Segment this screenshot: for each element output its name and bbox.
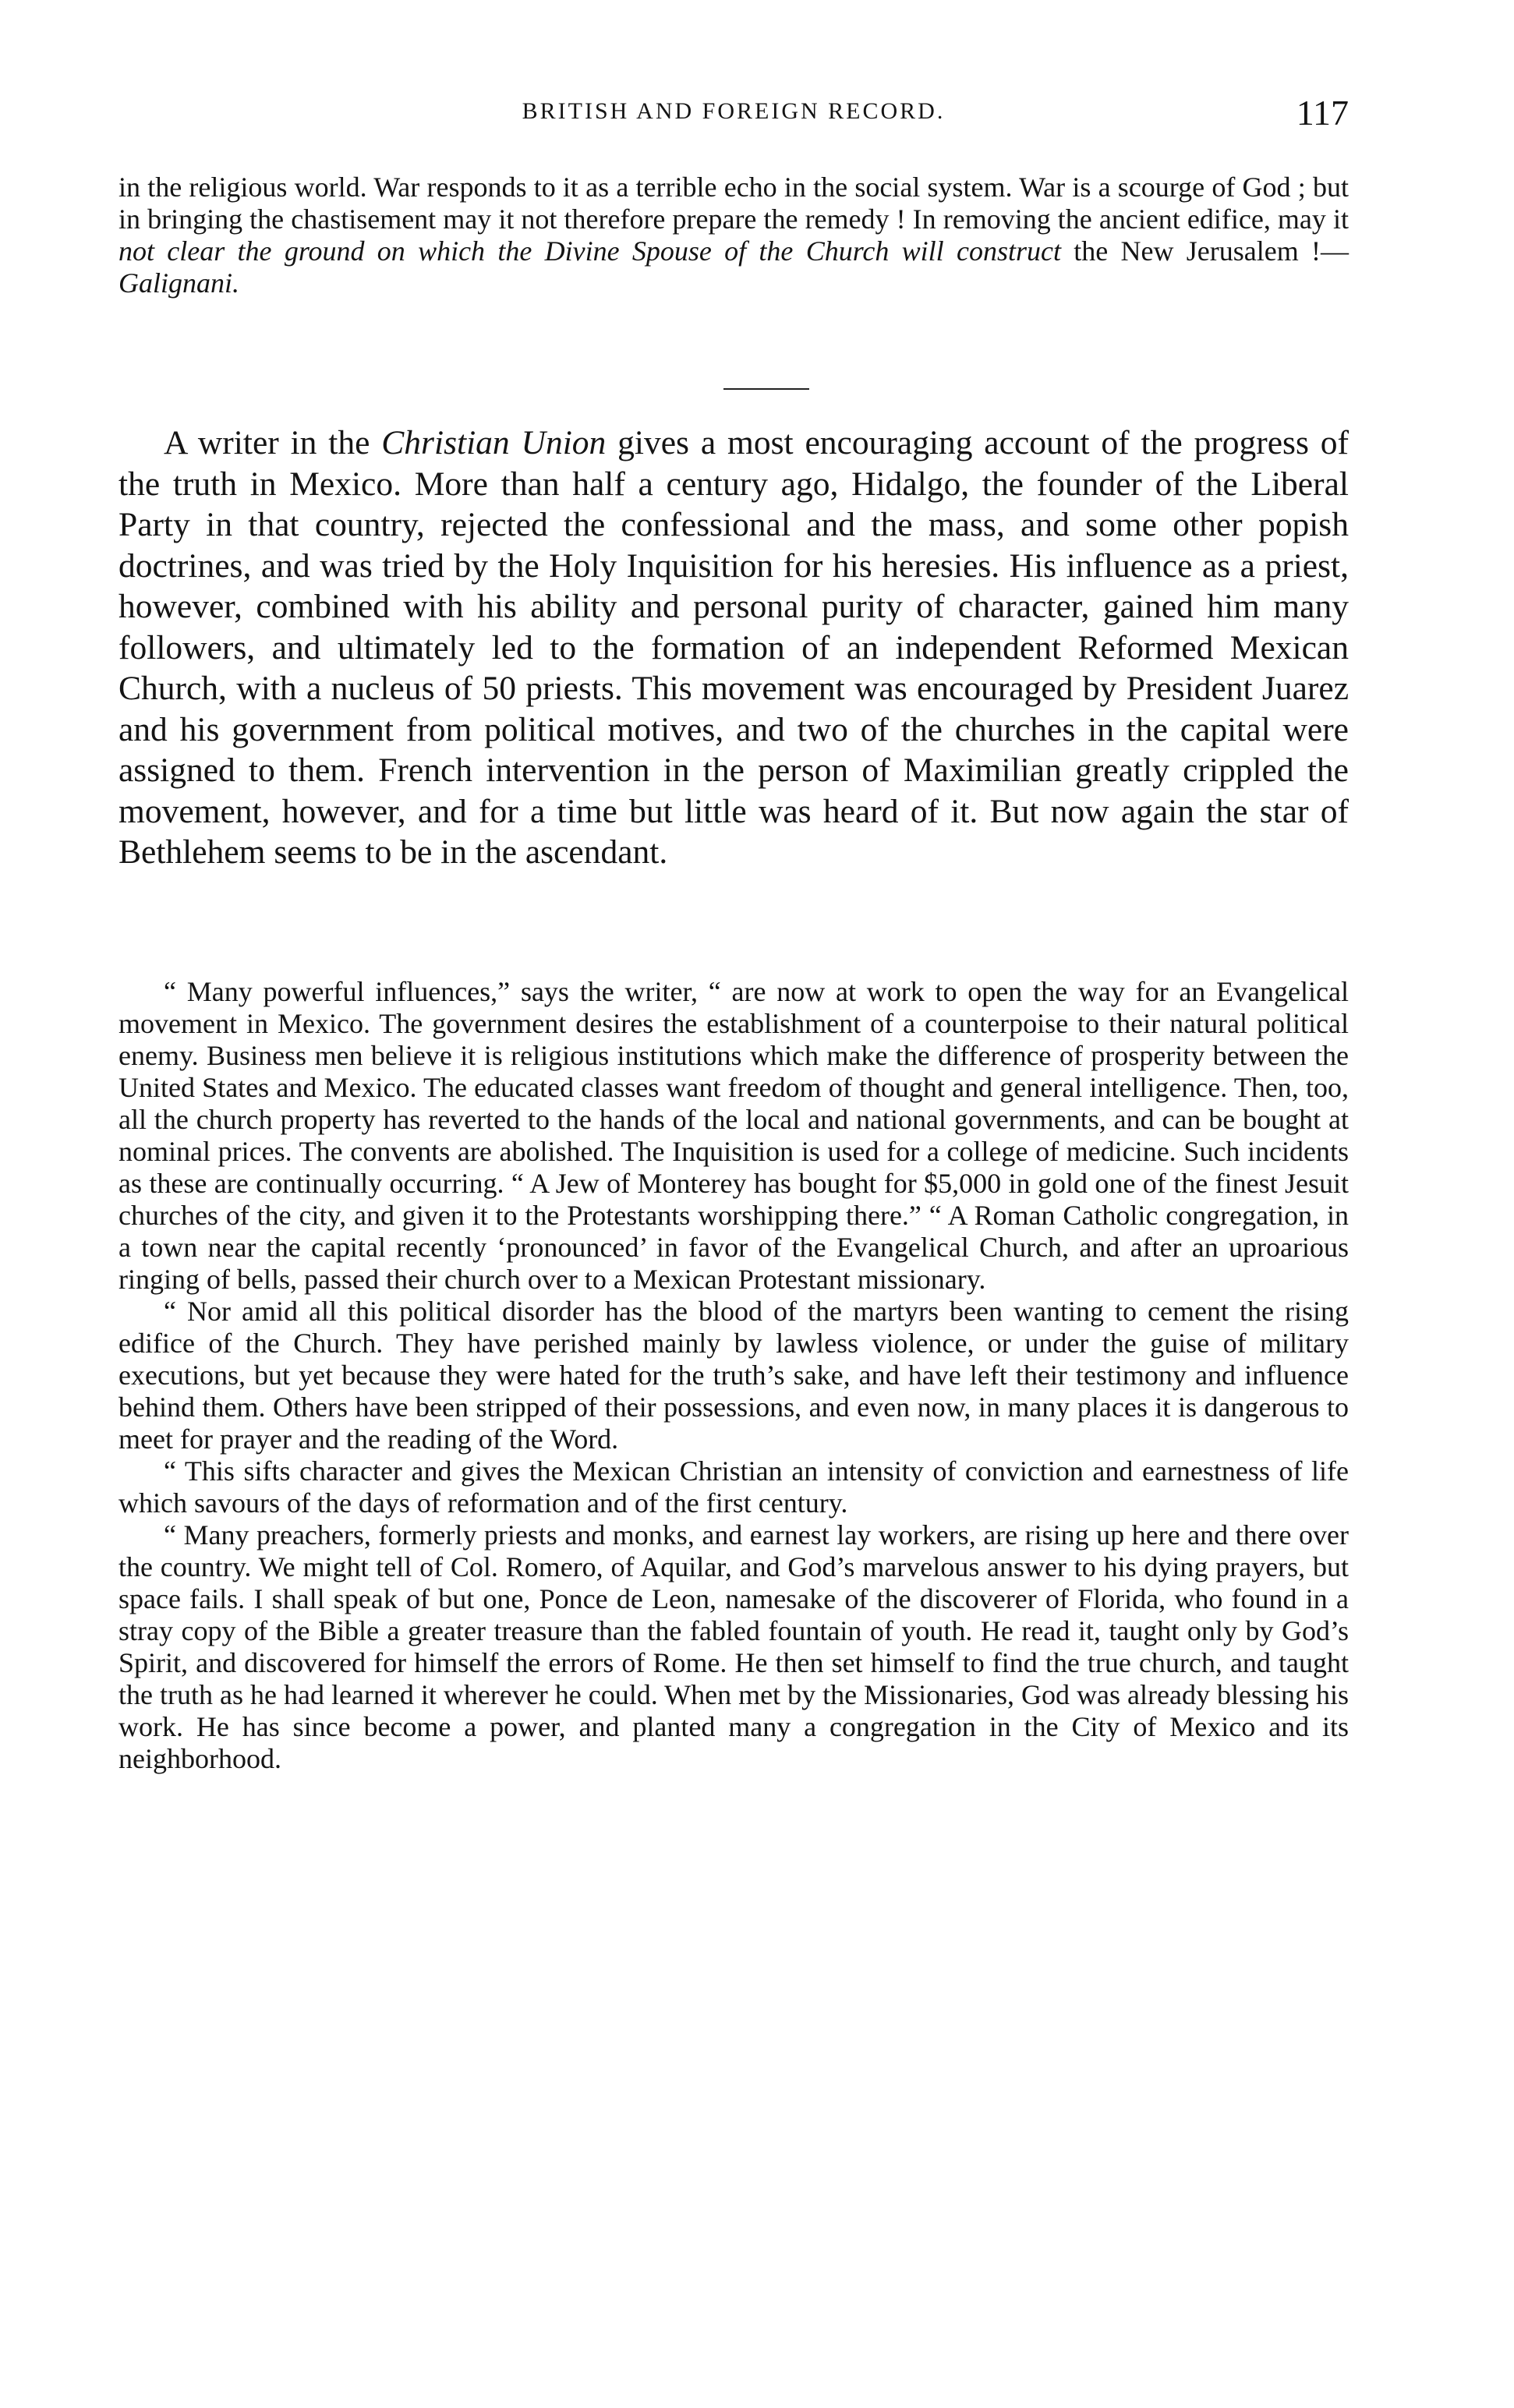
opening-italic-text: not clear the ground on which the Divine Spouse of the Church will construct <box>119 235 1061 267</box>
opening-text-2: the New Jerusalem !— <box>1060 235 1349 267</box>
article-intro-a: A writer in the <box>164 424 382 461</box>
opening-text-1: in the religious world. War responds to it as a terrible echo in the social system. War is a scourge of God ; but in bringing the chastisement may it not therefore prepare the remedy ! In removing the ancient edifice, may it <box>119 171 1349 235</box>
section-divider <box>723 388 809 390</box>
quote-paragraph-2: “ Nor amid all this political disorder has the blood of the martyrs been wanting to cement the rising edifice of the Church. They have perished mainly by lawless violence, or under the guise of military executions, but yet because they were hated for the truth’s sake, and have left their testimony and influence behind them. Others have been stripped of their possessions, and even now, in many places it is dangerous to meet for prayer and the reading of the Word. <box>119 1296 1349 1455</box>
publication-name: Christian Union <box>381 424 607 461</box>
article-intro-b: gives a most encouraging account of the progress of the truth in Mexico. More than half a century ago, Hidalgo, the founder of the Liberal Party in that country, rejected the confessional and the mass, and some other popish doctrines, and was tried by the Holy Inquisition for his heresies. His influence as a priest, however, combined with his ability and personal purity of character, gained him many followers, and ultimately led to the formation of an independent Reformed Mexican Church, with a nucleus of 50 priests. This movement was encouraged by President Juarez and his government from political motives, and two of the churches in the capital were assigned to them. French intervention in the person of Maximilian greatly crippled the movement, however, and for a time but little was heard of it. But now again the star of Bethlehem seems to be in the ascendant. <box>119 424 1350 871</box>
article-paragraph <box>119 423 1349 873</box>
opening-paragraph-block <box>119 171 1349 299</box>
opening-paragraph <box>119 171 1349 299</box>
quote-paragraph-3: “ This sifts character and gives the Mexican Christian an intensity of conviction and earnestness of life which savours of the days of reformation and of the first century. <box>119 1455 1349 1519</box>
opening-source: Galignani. <box>119 267 240 299</box>
quote-paragraph-4: “ Many preachers, formerly priests and monks, and earnest lay workers, are rising up here and there over the country. We might tell of Col. Romero, of Aquilar, and God’s marvelous answer to his dying prayers, but space fails. I shall speak of but one, Ponce de Leon, namesake of the discoverer of Florida, who found in a stray copy of the Bible a greater treasure than the fabled fountain of youth. He read it, taught only by God’s Spirit, and discovered for himself the errors of Rome. He then set himself to find the true church, and taught the truth as he had learned it wherever he could. When met by the Missionaries, God was already blessing his work. He has since become a power, and planted many a congregation in the City of Mexico and its neighborhood. <box>119 1519 1349 1774</box>
quote-paragraph-1: “ Many powerful influences,” says the writer, “ are now at work to open the way for an Evangelical movement in Mexico. The government desires the establishment of a counterpoise to their natural political enemy. Business men believe it is religious institutions which make the difference of prosperity between the United States and Mexico. The educated classes want freedom of thought and general intelligence. Then, too, all the church property has reverted to the hands of the local and national governments, and can be bought at nominal prices. The convents are abolished. The Inquisition is used for a college of medicine. Such incidents as these are continually occurring. “ A Jew of Monterey has bought for $5,000 in gold one of the finest Jesuit churches of the city, and given it to the Protestants worshipping there.” “ A Roman Catholic congregation, in a town near the capital recently ‘pronounced’ in favor of the Evangelical Church, and after an uproarious ringing of bells, passed their church over to a Mexican Protestant missionary. <box>119 976 1349 1295</box>
quotes-block <box>119 976 1349 1775</box>
page-number: 117 <box>1296 93 1349 133</box>
article-block <box>119 423 1349 873</box>
running-head <box>119 92 1349 139</box>
running-title: BRITISH AND FOREIGN RECORD. <box>522 98 946 124</box>
